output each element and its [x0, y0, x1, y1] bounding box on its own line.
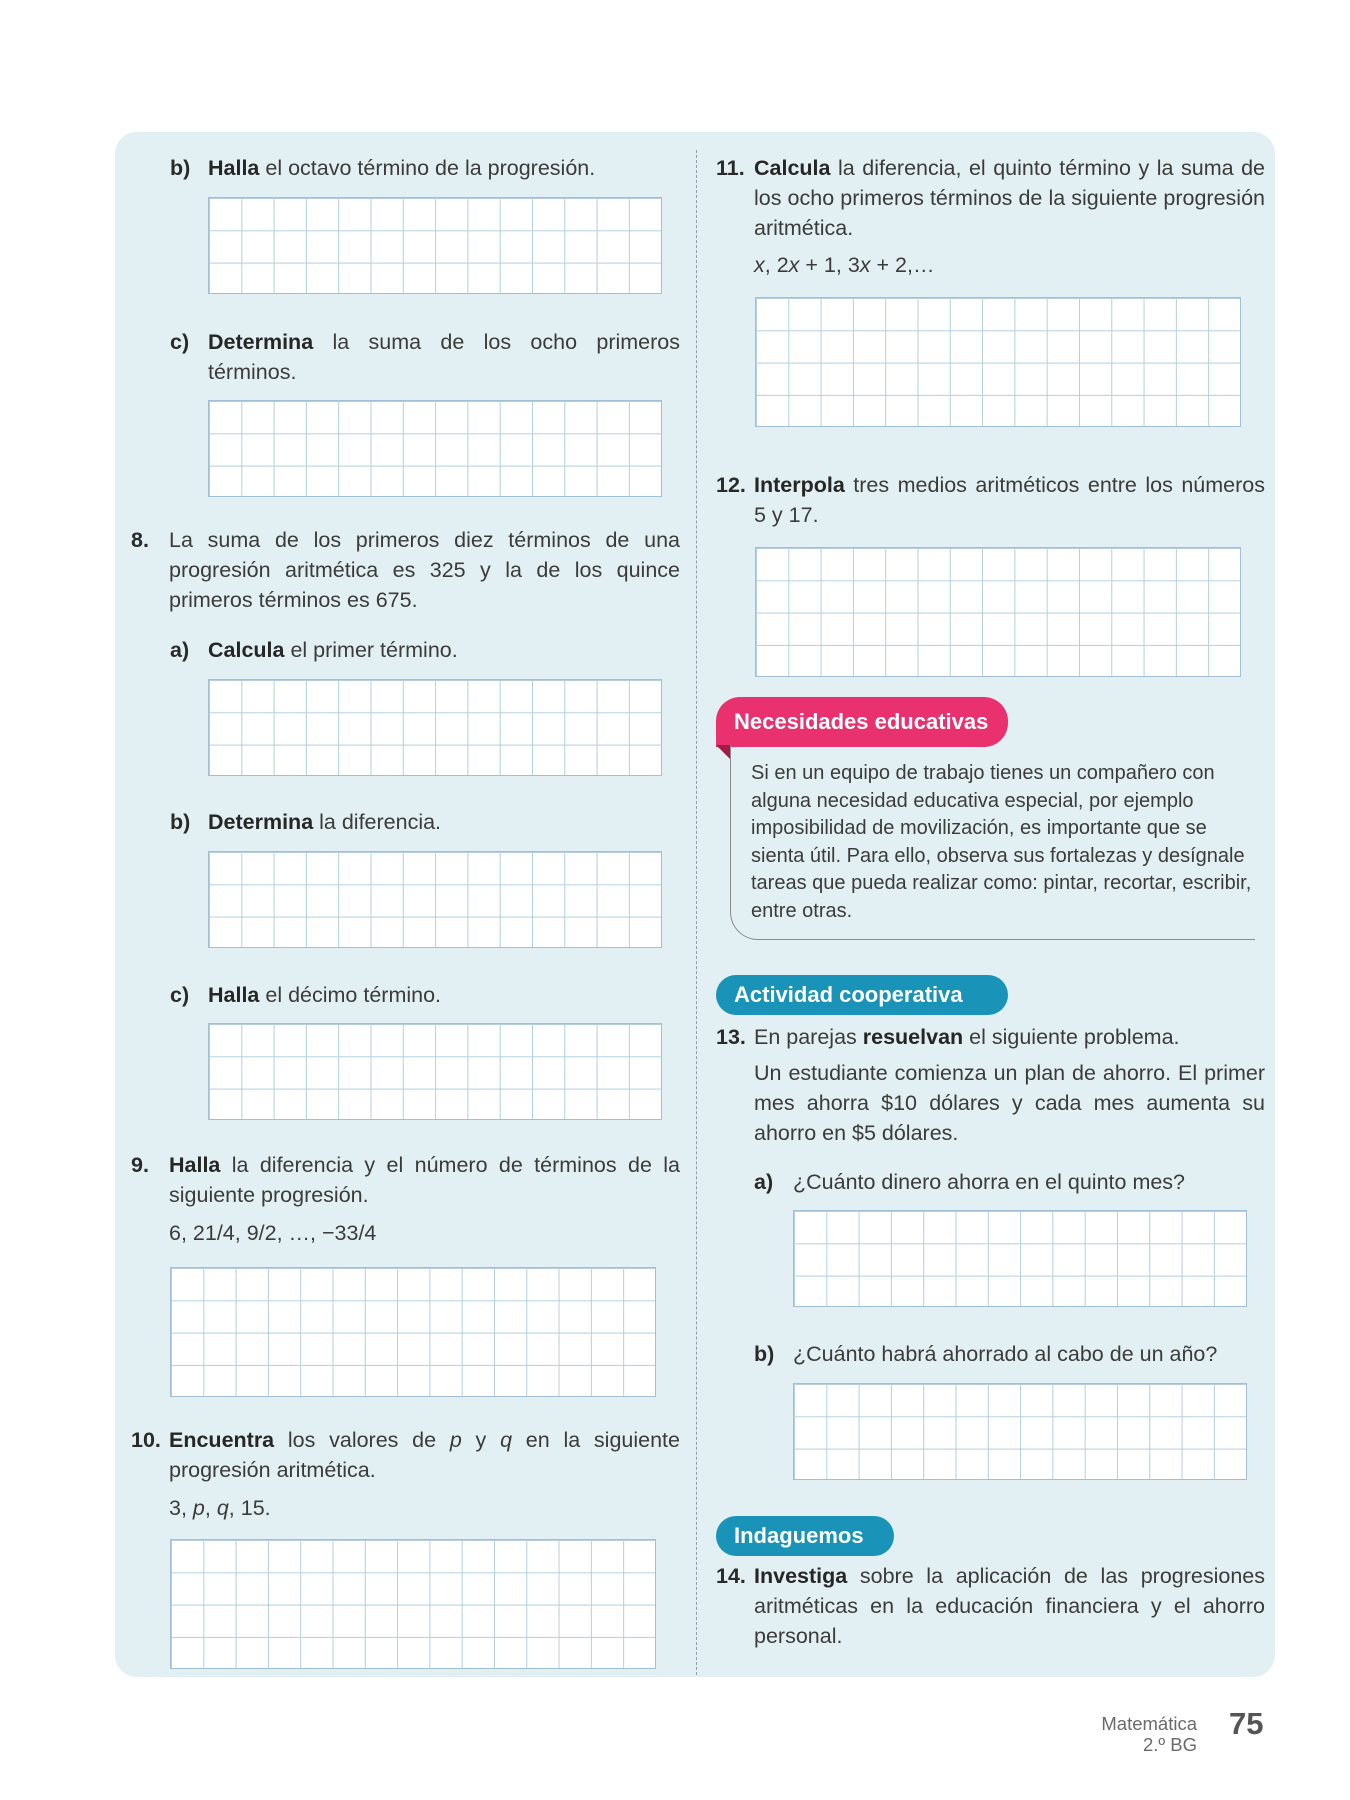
question-number: 9.	[131, 1153, 149, 1177]
question-13a	[754, 1167, 1265, 1197]
question-text: la diferencia, el quinto término y la suma de los ocho primeros términos de la siguiente progresión aritmética.	[754, 156, 1265, 240]
question-text: la diferencia y el número de términos de la siguiente progresión.	[169, 1153, 680, 1207]
question-text: ¿Cuánto dinero ahorra en el quinto mes?	[793, 1170, 1186, 1194]
action-verb: Halla	[208, 156, 260, 180]
action-verb: Encuentra	[169, 1428, 275, 1452]
question-text: la diferencia.	[313, 810, 442, 834]
necesidades-text: Si en un equipo de trabajo tienes un compañero con alguna necesidad educativa especial, por ejemplo imposibilidad de movilización, es importante que se sienta útil. Para ello, observa sus fortalezas y desígnale tareas que pueda realizar como: pintar, recortar, escribir, entre otras.	[751, 762, 1252, 922]
page-number: 75	[1229, 1706, 1264, 1741]
problem-statement: Un estudiante comienza un plan de ahorro. El primer mes ahorra $10 dólares y cada mes aumenta su ahorro en $5 dólares.	[754, 1061, 1265, 1145]
question-10	[131, 1425, 680, 1485]
item-label: c)	[170, 330, 190, 354]
answer-grid[interactable]	[755, 547, 1241, 677]
question-number: 11.	[716, 156, 745, 180]
question-13	[716, 1022, 1265, 1052]
item-label: b)	[754, 1342, 775, 1366]
action-verb: Determina	[208, 330, 314, 354]
question-8	[131, 525, 680, 615]
question-text: ¿Cuánto habrá ahorrado al cabo de un año?	[793, 1342, 1218, 1366]
subject-name: Matemática	[1101, 1713, 1197, 1734]
indaguemos-tag: Indaguemos	[716, 1516, 894, 1556]
answer-grid[interactable]	[170, 1539, 656, 1669]
question-13b	[754, 1339, 1265, 1369]
question-number: 14.	[716, 1564, 746, 1588]
question-number: 10.	[131, 1428, 161, 1452]
footer-subject	[1101, 1713, 1197, 1755]
question-text: En parejas	[754, 1025, 863, 1049]
item-label: a)	[170, 638, 190, 662]
item-label: c)	[170, 983, 190, 1007]
answer-grid[interactable]	[208, 197, 662, 294]
question-text: La suma de los primeros diez términos de una progresión aritmética es 325 y la de los quince primeros términos es 675.	[169, 528, 680, 612]
answer-grid[interactable]	[170, 1267, 656, 1397]
question-11	[716, 153, 1265, 243]
action-verb: Interpola	[754, 473, 845, 497]
course-name: 2.º BG	[1142, 1734, 1197, 1755]
action-verb: Calcula	[208, 638, 285, 662]
question-text: el primer término.	[284, 638, 458, 662]
action-verb: resuelvan	[862, 1025, 964, 1049]
variable-q: q	[500, 1428, 513, 1452]
variable-p: p	[449, 1428, 462, 1452]
column-divider	[696, 150, 697, 1675]
question-12	[716, 470, 1265, 530]
question-7c	[170, 327, 680, 387]
answer-grid[interactable]	[208, 851, 662, 948]
answer-grid[interactable]	[793, 1383, 1247, 1480]
question-text: sobre la aplicación de las progresiones aritméticas en la educación financiera y el ahorro personal.	[754, 1564, 1265, 1648]
question-text: el siguiente problema.	[963, 1025, 1180, 1049]
question-text: y	[461, 1428, 501, 1452]
answer-grid[interactable]	[208, 1023, 662, 1120]
action-verb: Determina	[208, 810, 314, 834]
item-label: b)	[170, 810, 191, 834]
answer-grid[interactable]	[208, 400, 662, 497]
item-label: b)	[170, 156, 191, 180]
action-verb: Investiga	[754, 1564, 848, 1588]
question-number: 12.	[716, 473, 746, 497]
action-verb: Halla	[208, 983, 260, 1007]
sequence: 3, p, q, 15.	[169, 1496, 271, 1520]
question-number: 13.	[716, 1025, 746, 1049]
tag-fold	[716, 745, 730, 759]
question-number: 8.	[131, 528, 149, 552]
item-label: a)	[754, 1170, 774, 1194]
question-7b	[170, 153, 680, 183]
question-text: la suma de los ocho primeros términos.	[208, 330, 680, 384]
question-text: tres medios aritméticos entre los números 5 y 17.	[754, 473, 1265, 527]
question-text: el décimo término.	[259, 983, 442, 1007]
question-8a	[170, 635, 680, 665]
question-text: el octavo término de la progresión.	[259, 156, 596, 180]
necesidades-educativas-tag: Necesidades educativas	[716, 697, 1008, 747]
answer-grid[interactable]	[208, 679, 662, 776]
answer-grid[interactable]	[793, 1210, 1247, 1307]
sequence: 6, 21/4, 9/2, …, −33/4	[169, 1221, 377, 1245]
question-text: en la siguiente progresión aritmética.	[169, 1428, 680, 1482]
answer-grid[interactable]	[755, 297, 1241, 427]
question-14	[716, 1561, 1265, 1651]
sequence: x, 2x + 1, 3x + 2,…	[754, 253, 935, 277]
actividad-cooperativa-tag: Actividad cooperativa	[716, 975, 1008, 1015]
question-9	[131, 1150, 680, 1210]
question-8b	[170, 807, 680, 837]
action-verb: Halla	[169, 1153, 221, 1177]
question-8c	[170, 980, 680, 1010]
question-text: los valores de	[274, 1428, 450, 1452]
action-verb: Calcula	[754, 156, 831, 180]
